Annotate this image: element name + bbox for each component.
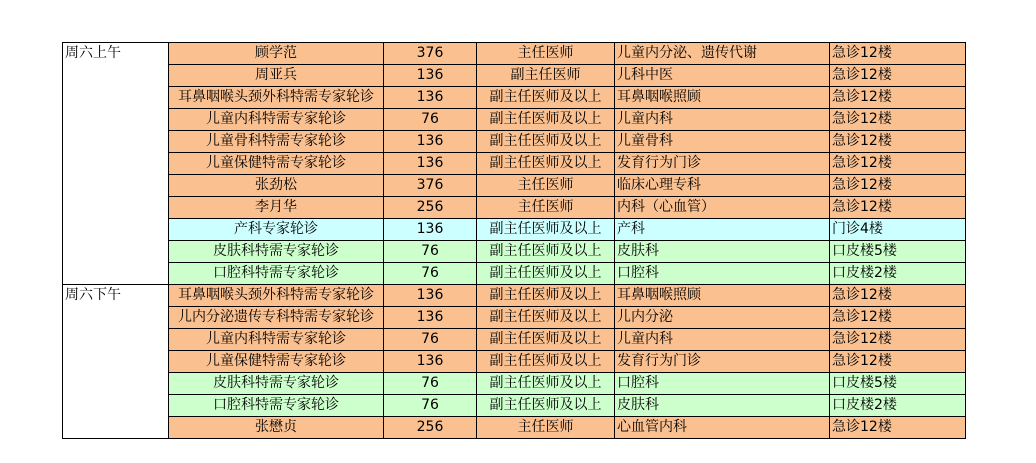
department-cell: 耳鼻咽喉照顾 — [615, 285, 830, 307]
location-cell: 门诊4楼 — [830, 219, 966, 241]
doctor-name-cell: 皮肤科特需专家轮诊 — [169, 241, 384, 263]
location-cell: 急诊12楼 — [830, 351, 966, 373]
doctor-name-cell: 李月华 — [169, 197, 384, 219]
doctor-name-cell: 耳鼻咽喉头颈外科特需专家轮诊 — [169, 87, 384, 109]
schedule-row — [63, 263, 966, 285]
title-cell: 副主任医师及以上 — [477, 219, 615, 241]
schedule-table — [62, 42, 966, 439]
title-cell: 副主任医师及以上 — [477, 131, 615, 153]
fee-cell: 76 — [384, 329, 477, 351]
schedule-row — [63, 109, 966, 131]
fee-cell: 76 — [384, 373, 477, 395]
schedule-row — [63, 307, 966, 329]
title-cell: 副主任医师及以上 — [477, 87, 615, 109]
location-cell: 急诊12楼 — [830, 87, 966, 109]
doctor-name-cell: 口腔科特需专家轮诊 — [169, 263, 384, 285]
title-cell: 副主任医师及以上 — [477, 307, 615, 329]
doctor-name-cell: 张懋贞 — [169, 417, 384, 439]
doctor-name-cell: 儿内分泌遗传专科特需专家轮诊 — [169, 307, 384, 329]
schedule-row — [63, 175, 966, 197]
department-cell: 口腔科 — [615, 373, 830, 395]
fee-cell: 136 — [384, 285, 477, 307]
location-cell: 急诊12楼 — [830, 43, 966, 65]
location-cell: 急诊12楼 — [830, 417, 966, 439]
location-cell: 急诊12楼 — [830, 329, 966, 351]
location-cell: 急诊12楼 — [830, 197, 966, 219]
department-cell: 心血管内科 — [615, 417, 830, 439]
location-cell: 急诊12楼 — [830, 153, 966, 175]
department-cell: 儿内分泌 — [615, 307, 830, 329]
department-cell: 耳鼻咽喉照顾 — [615, 87, 830, 109]
fee-cell: 76 — [384, 263, 477, 285]
doctor-name-cell: 顾学范 — [169, 43, 384, 65]
location-cell: 急诊12楼 — [830, 109, 966, 131]
location-cell: 急诊12楼 — [830, 131, 966, 153]
department-cell: 口腔科 — [615, 263, 830, 285]
fee-cell: 136 — [384, 131, 477, 153]
doctor-name-cell: 儿童骨科特需专家轮诊 — [169, 131, 384, 153]
title-cell: 主任医师 — [477, 175, 615, 197]
schedule-row — [63, 87, 966, 109]
location-cell: 急诊12楼 — [830, 285, 966, 307]
schedule-row — [63, 219, 966, 241]
title-cell: 副主任医师及以上 — [477, 109, 615, 131]
fee-cell: 76 — [384, 395, 477, 417]
location-cell: 口皮楼2楼 — [830, 395, 966, 417]
period-label: 周六上午 — [63, 43, 169, 285]
schedule-row — [63, 65, 966, 87]
title-cell: 主任医师 — [477, 43, 615, 65]
schedule-row — [63, 373, 966, 395]
doctor-name-cell: 儿童保健特需专家轮诊 — [169, 153, 384, 175]
title-cell: 副主任医师及以上 — [477, 329, 615, 351]
doctor-name-cell: 周亚兵 — [169, 65, 384, 87]
department-cell: 发育行为门诊 — [615, 153, 830, 175]
schedule-row — [63, 329, 966, 351]
doctor-name-cell: 皮肤科特需专家轮诊 — [169, 373, 384, 395]
title-cell: 副主任医师及以上 — [477, 241, 615, 263]
schedule-row — [63, 197, 966, 219]
fee-cell: 76 — [384, 109, 477, 131]
schedule-row — [63, 395, 966, 417]
schedule-row — [63, 351, 966, 373]
department-cell: 皮肤科 — [615, 395, 830, 417]
fee-cell: 376 — [384, 175, 477, 197]
schedule-row — [63, 241, 966, 263]
department-cell: 产科 — [615, 219, 830, 241]
location-cell: 急诊12楼 — [830, 65, 966, 87]
title-cell: 主任医师 — [477, 417, 615, 439]
schedule-row — [63, 153, 966, 175]
fee-cell: 136 — [384, 351, 477, 373]
department-cell: 内科（心血管） — [615, 197, 830, 219]
schedule-row — [63, 43, 966, 65]
department-cell: 儿童骨科 — [615, 131, 830, 153]
department-cell: 儿童内分泌、遗传代谢 — [615, 43, 830, 65]
department-cell: 临床心理专科 — [615, 175, 830, 197]
location-cell: 口皮楼5楼 — [830, 373, 966, 395]
doctor-name-cell: 耳鼻咽喉头颈外科特需专家轮诊 — [169, 285, 384, 307]
doctor-name-cell: 产科专家轮诊 — [169, 219, 384, 241]
doctor-name-cell: 儿童保健特需专家轮诊 — [169, 351, 384, 373]
doctor-name-cell: 儿童内科特需专家轮诊 — [169, 329, 384, 351]
doctor-name-cell: 儿童内科特需专家轮诊 — [169, 109, 384, 131]
department-cell: 发育行为门诊 — [615, 351, 830, 373]
location-cell: 急诊12楼 — [830, 175, 966, 197]
fee-cell: 136 — [384, 307, 477, 329]
fee-cell: 136 — [384, 219, 477, 241]
fee-cell: 136 — [384, 65, 477, 87]
title-cell: 主任医师 — [477, 197, 615, 219]
doctor-name-cell: 口腔科特需专家轮诊 — [169, 395, 384, 417]
fee-cell: 256 — [384, 197, 477, 219]
title-cell: 副主任医师及以上 — [477, 285, 615, 307]
title-cell: 副主任医师及以上 — [477, 263, 615, 285]
department-cell: 儿童内科 — [615, 109, 830, 131]
fee-cell: 136 — [384, 87, 477, 109]
schedule-row — [63, 285, 966, 307]
location-cell: 急诊12楼 — [830, 307, 966, 329]
department-cell: 儿童内科 — [615, 329, 830, 351]
title-cell: 副主任医师及以上 — [477, 351, 615, 373]
title-cell: 副主任医师及以上 — [477, 395, 615, 417]
department-cell: 儿科中医 — [615, 65, 830, 87]
title-cell: 副主任医师及以上 — [477, 153, 615, 175]
title-cell: 副主任医师及以上 — [477, 373, 615, 395]
schedule-row — [63, 417, 966, 439]
fee-cell: 376 — [384, 43, 477, 65]
fee-cell: 136 — [384, 153, 477, 175]
period-label: 周六下午 — [63, 285, 169, 439]
title-cell: 副主任医师 — [477, 65, 615, 87]
department-cell: 皮肤科 — [615, 241, 830, 263]
location-cell: 口皮楼5楼 — [830, 241, 966, 263]
schedule-row — [63, 131, 966, 153]
fee-cell: 256 — [384, 417, 477, 439]
location-cell: 口皮楼2楼 — [830, 263, 966, 285]
schedule-body — [63, 43, 966, 439]
doctor-name-cell: 张劲松 — [169, 175, 384, 197]
fee-cell: 76 — [384, 241, 477, 263]
